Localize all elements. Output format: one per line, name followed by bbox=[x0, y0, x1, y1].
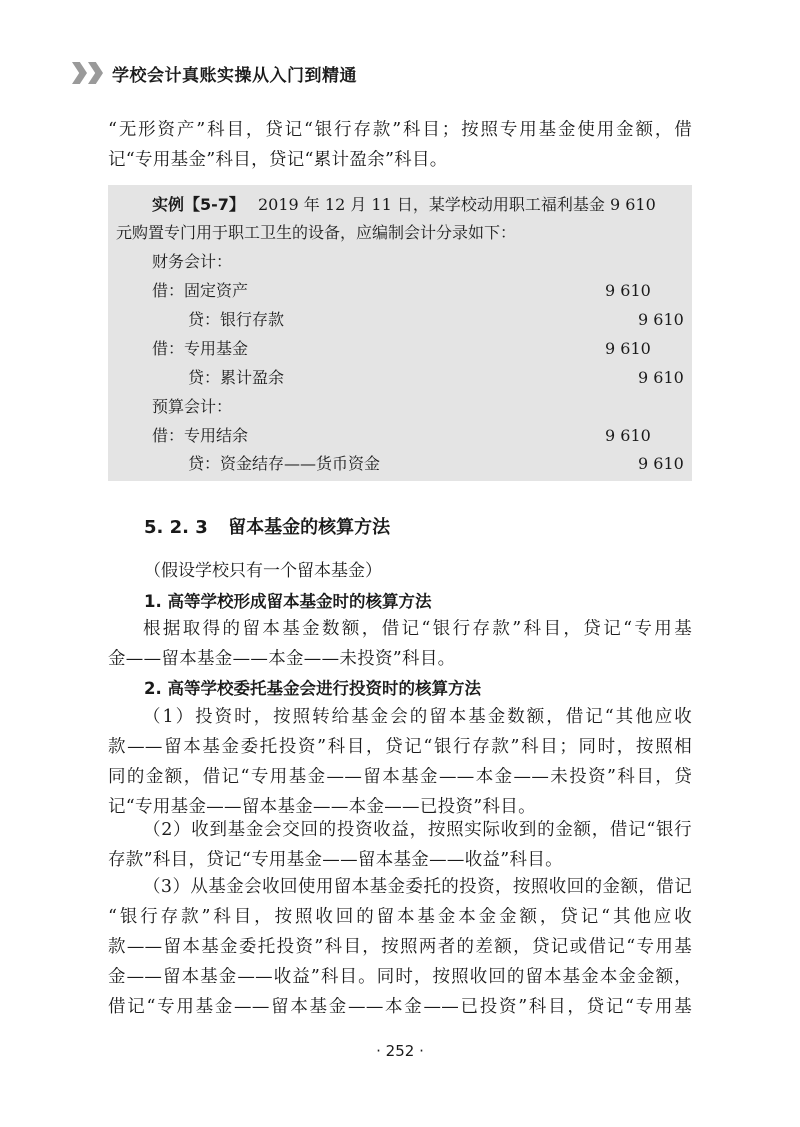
book-title: 学校会计真账实操从入门到精通 bbox=[112, 65, 357, 86]
entry-amount: 9 610 bbox=[605, 339, 651, 358]
entry-account: 借：固定资产 bbox=[152, 281, 249, 300]
paragraph-line: 同的金额，借记“专用基金——留本基金——本金——未投资”科目，贷 bbox=[108, 767, 692, 787]
paragraph-line: “无形资产”科目，贷记“银行存款”科目；按照专用基金使用金额，借 bbox=[108, 120, 692, 140]
paragraph-line: 根据取得的留本基金数额，借记“银行存款”科目，贷记“专用基 bbox=[143, 619, 692, 639]
subsection-1-paragraph bbox=[108, 614, 692, 674]
chevron-decoration-icon bbox=[72, 62, 87, 84]
example-label: 实例【5-7】 bbox=[152, 195, 245, 214]
section-note: （假设学校只有一个留本基金） bbox=[144, 561, 382, 581]
paragraph-line: 款——留本基金委托投资”科目，贷记“银行存款”科目；同时，按照相 bbox=[108, 737, 692, 757]
paragraph-line: 记“专用基金”科目，贷记“累计盈余”科目。 bbox=[108, 150, 448, 170]
paragraph-line: 金——留本基金——收益”科目。同时，按照收回的留本基金本金金额， bbox=[108, 967, 692, 987]
paragraph-line: 金——留本基金——本金——未投资”科目。 bbox=[108, 649, 456, 669]
budget-label: 预算会计： bbox=[152, 397, 233, 416]
item-1-paragraph bbox=[108, 702, 692, 822]
section-title: 留本基金的核算方法 bbox=[228, 517, 391, 538]
entry-amount: 9 610 bbox=[638, 368, 684, 387]
paragraph-line: 记“专用基金——留本基金——本金——已投资”科目。 bbox=[108, 797, 536, 817]
example-text-line: 元购置专门用于职工卫生的设备，应编制会计分录如下： bbox=[116, 223, 517, 242]
paragraph-line: （3）从基金会收回使用留本基金委托的投资，按照收回的金额，借记 bbox=[143, 877, 692, 897]
entry-amount: 9 610 bbox=[605, 426, 651, 445]
paragraph-line: “银行存款”科目，按照收回的留本基金本金金额，贷记“其他应收 bbox=[108, 907, 692, 927]
paragraph-line: （1）投资时，按照转给基金会的留本基金数额，借记“其他应收 bbox=[143, 707, 692, 727]
intro-paragraph bbox=[108, 115, 692, 175]
entry-amount: 9 610 bbox=[638, 454, 684, 473]
entry-account: 贷：银行存款 bbox=[188, 310, 285, 329]
item-3-paragraph bbox=[108, 872, 692, 1022]
example-box bbox=[108, 185, 692, 481]
example-text-line: 2019 年 12 月 11 日，某学校动用职工福利基金 9 610 bbox=[258, 195, 656, 214]
chevron-decoration-icon bbox=[88, 62, 103, 84]
entry-account: 贷：资金结存——货币资金 bbox=[188, 454, 381, 473]
subsection-heading: 2. 高等学校委托基金会进行投资时的核算方法 bbox=[144, 679, 481, 698]
section-number: 5. 2. 3 bbox=[144, 517, 208, 538]
financial-label: 财务会计： bbox=[152, 252, 233, 271]
entry-account: 贷：累计盈余 bbox=[188, 368, 285, 387]
running-header bbox=[72, 58, 357, 88]
entry-account: 借：专用基金 bbox=[152, 339, 249, 358]
entry-account: 借：专用结余 bbox=[152, 426, 249, 445]
paragraph-line: 借记“专用基金——留本基金——本金——已投资”科目，贷记“专用基 bbox=[108, 997, 692, 1017]
paragraph-line: 款——留本基金委托投资”科目，按照两者的差额，贷记或借记“专用基 bbox=[108, 937, 692, 957]
page-number: · 252 · bbox=[376, 1042, 424, 1060]
entry-amount: 9 610 bbox=[605, 281, 651, 300]
entry-amount: 9 610 bbox=[638, 310, 684, 329]
paragraph-line: 存款”科目，贷记“专用基金——留本基金——收益”科目。 bbox=[108, 850, 563, 870]
section-heading bbox=[144, 513, 390, 539]
item-2-paragraph bbox=[108, 815, 692, 875]
paragraph-line: （2）收到基金会交回的投资收益，按照实际收到的金额，借记“银行 bbox=[143, 820, 692, 840]
subsection-heading: 1. 高等学校形成留本基金时的核算方法 bbox=[144, 592, 432, 611]
